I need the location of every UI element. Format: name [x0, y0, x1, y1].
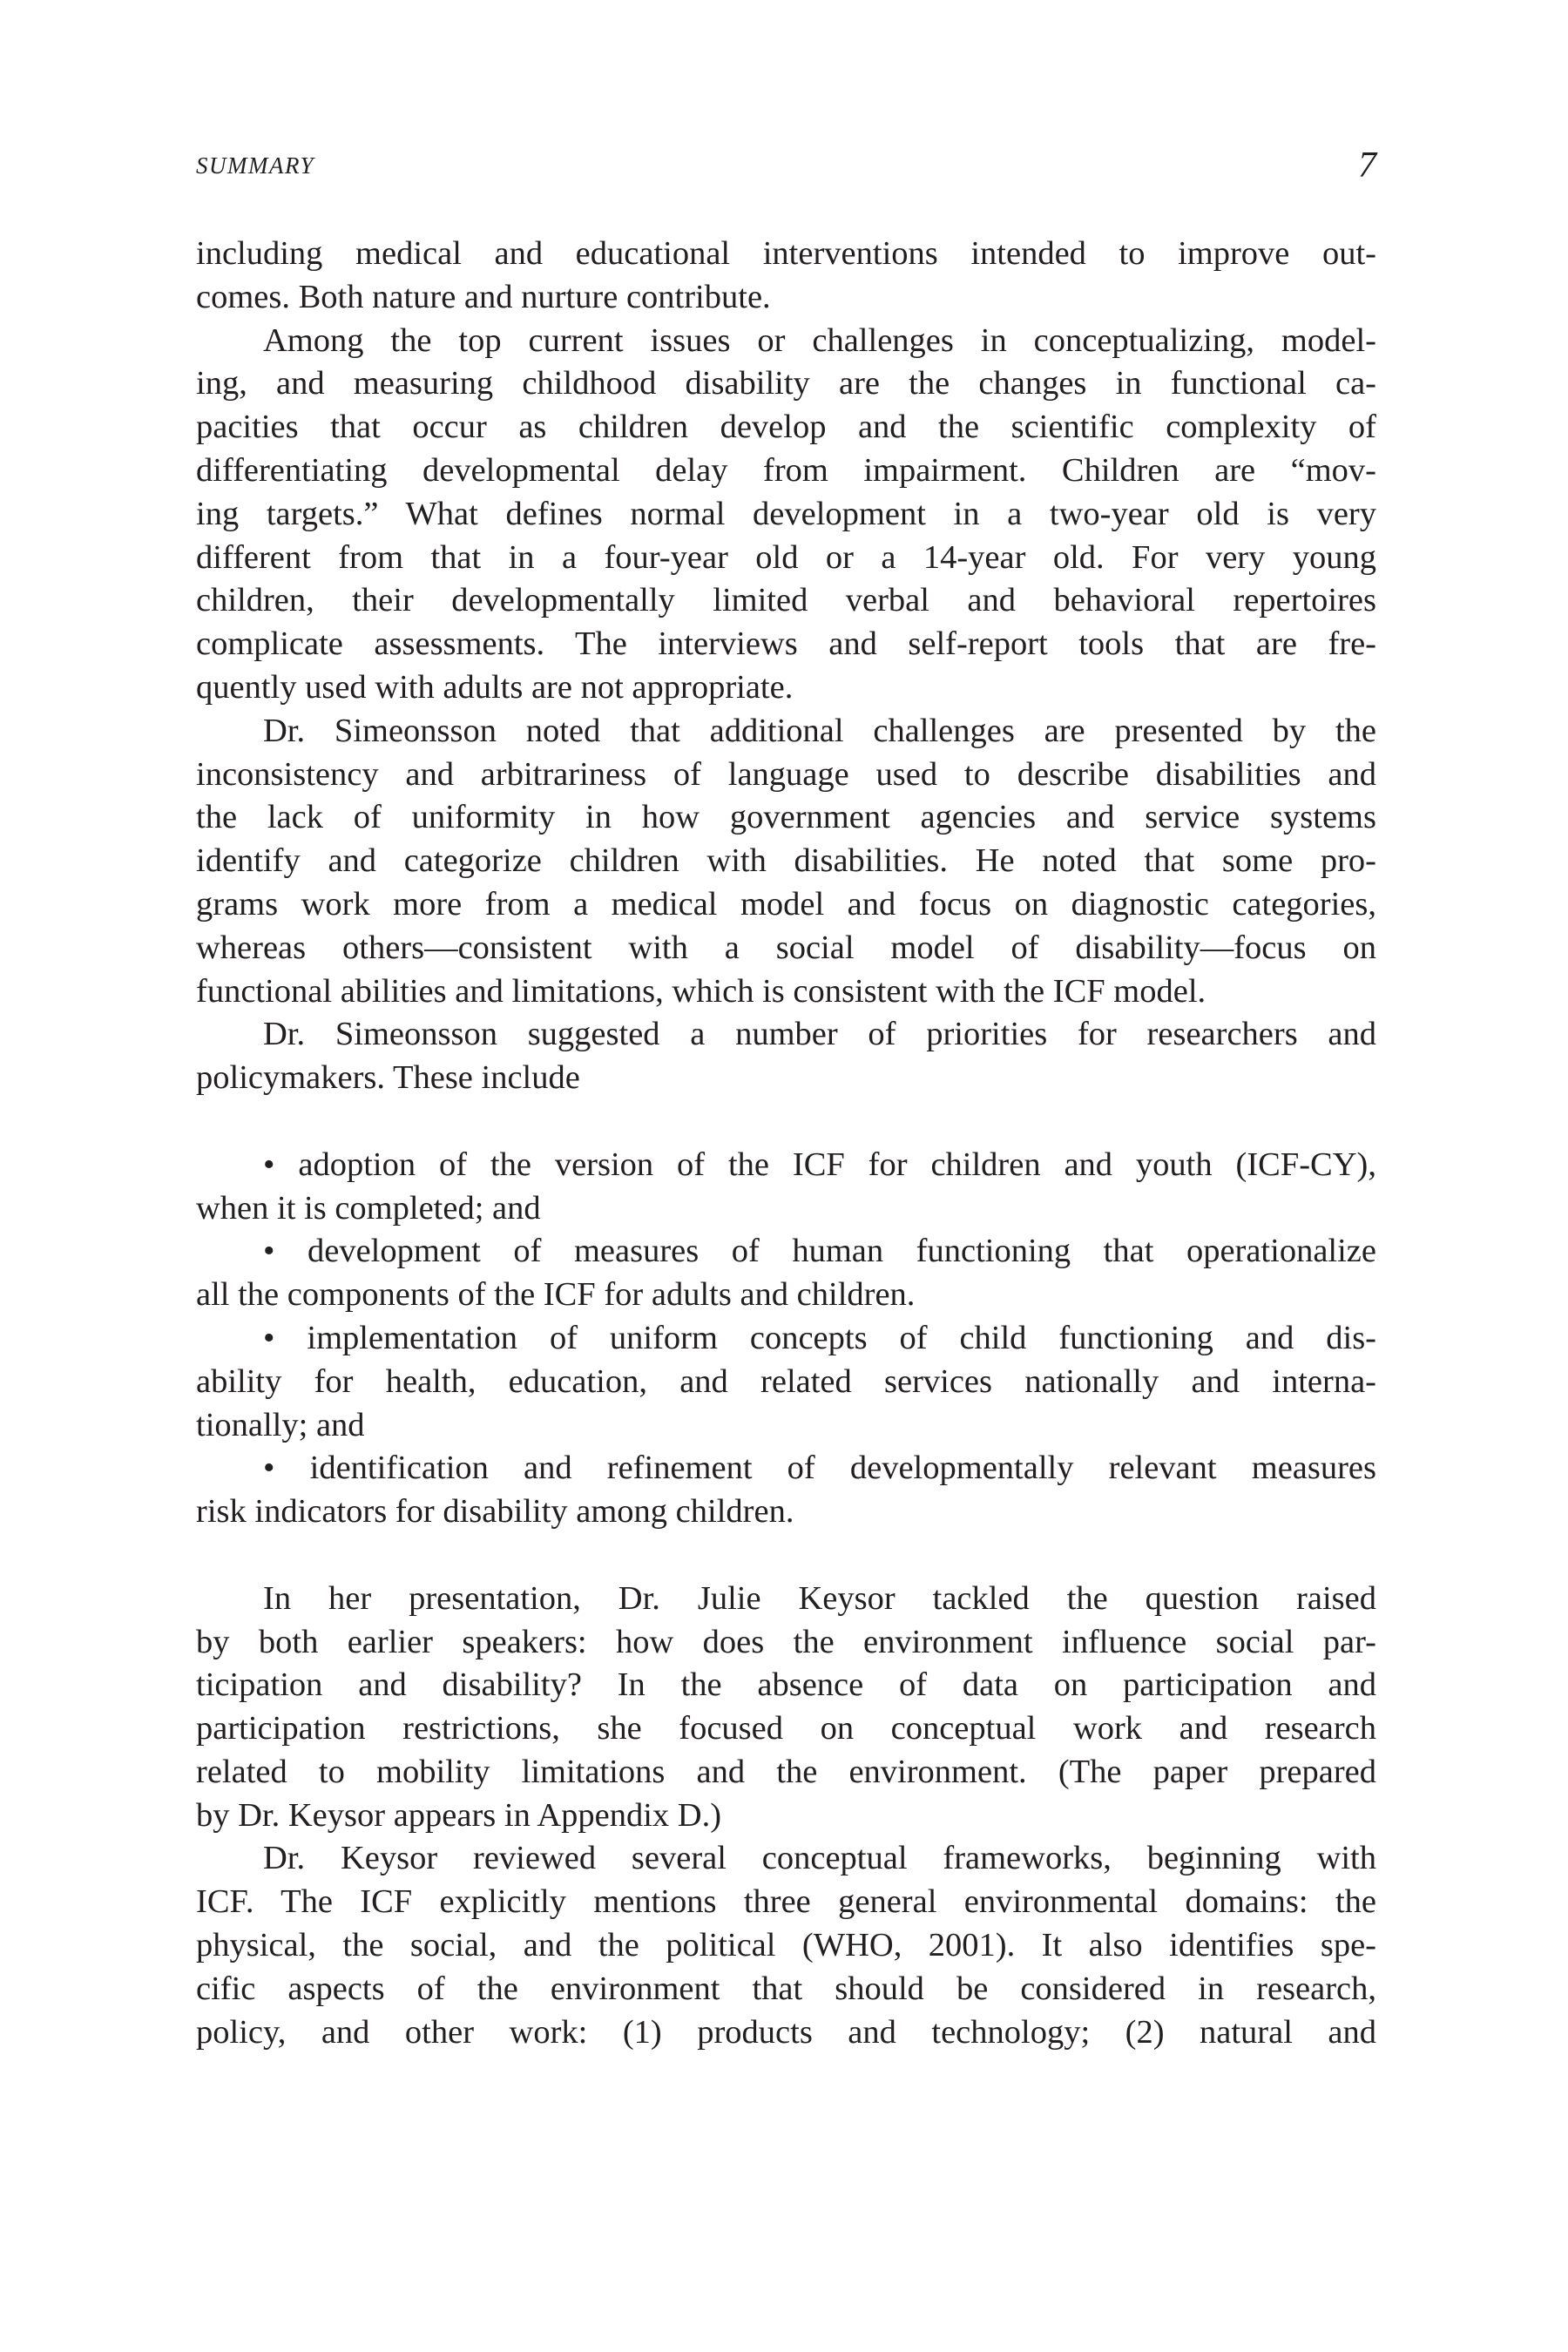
text-line: including medical and educational interventions intended to improve out- — [196, 235, 1376, 272]
text-line: ticipation and disability? In the absence of data on participation and — [196, 1666, 1376, 1704]
text-line: • implementation of uniform concepts of child functioning and dis- — [263, 1319, 1376, 1356]
bullet-item — [196, 1317, 1376, 1447]
paragraph — [196, 1837, 1376, 2054]
text-line: policy, and other work: (1) products and technology; (2) natural and — [196, 2013, 1376, 2051]
text-line: cific aspects of the environment that should be considered in research, — [196, 1970, 1376, 2007]
text-line: when it is completed; and — [196, 1189, 541, 1227]
text-line: Dr. Simeonsson suggested a number of priorities for researchers and — [263, 1016, 1376, 1053]
paragraph — [196, 710, 1376, 1014]
text-line: ing targets.” What defines normal development in a two-year old is very — [196, 495, 1376, 532]
bullet-item — [196, 1144, 1376, 1231]
text-line: pacities that occur as children develop and the scientific complexity of — [196, 409, 1376, 446]
running-head — [196, 144, 1376, 187]
text-line: children, their developmentally limited verbal and behavioral repertoires — [196, 582, 1376, 619]
paragraph — [196, 1013, 1376, 1100]
text-line: by both earlier speakers: how does the environment influence social par- — [196, 1623, 1376, 1660]
text-line: ability for health, education, and related services nationally and interna- — [196, 1362, 1376, 1400]
text-line: physical, the social, and the political (WHO, 2001). It also identifies spe- — [196, 1927, 1376, 1964]
text-line: participation restrictions, she focused on conceptual work and research — [196, 1710, 1376, 1747]
text-line: whereas others—consistent with a social model of disability—focus on — [196, 929, 1376, 966]
text-line: • adoption of the version of the ICF for children and youth (ICF-CY), — [263, 1146, 1376, 1183]
text-line: different from that in a four-year old or a 14-year old. For very young — [196, 538, 1376, 576]
paragraph — [196, 1578, 1376, 1838]
text-line: inconsistency and arbitrariness of language used to describe disabilities and — [196, 755, 1376, 793]
page-number: 7 — [1358, 145, 1376, 186]
text-line: the lack of uniformity in how government agencies and service systems — [196, 799, 1376, 836]
text-line: quently used with adults are not appropriate. — [196, 668, 794, 706]
text-line: • identification and refinement of developmentally relevant measures — [263, 1450, 1376, 1487]
blank-line — [196, 1100, 1376, 1144]
text-line: Dr. Simeonsson noted that additional challenges are presented by the — [263, 712, 1376, 749]
text-line: by Dr. Keysor appears in Appendix D.) — [196, 1796, 722, 1834]
text-line: ICF. The ICF explicitly mentions three general environmental domains: the — [196, 1883, 1376, 1921]
text-line: differentiating developmental delay from impairment. Children are “mov- — [196, 451, 1376, 489]
text-line: complicate assessments. The interviews and self-report tools that are fre- — [196, 625, 1376, 663]
paragraph — [196, 233, 1376, 320]
body-text — [196, 233, 1376, 2054]
text-line: identify and categorize children with disabilities. He noted that some pro- — [196, 842, 1376, 880]
text-line: all the components of the ICF for adults and children. — [196, 1276, 916, 1314]
text-line: grams work more from a medical model and focus on diagnostic categories, — [196, 885, 1376, 923]
text-line: • development of measures of human functioning that operationalize — [263, 1233, 1376, 1270]
text-line: In her presentation, Dr. Julie Keysor tackled the question raised — [263, 1579, 1376, 1617]
text-line: related to mobility limitations and the environment. (The paper prepared — [196, 1753, 1376, 1790]
paragraph — [196, 320, 1376, 710]
text-line: Among the top current issues or challenges in conceptualizing, model- — [263, 321, 1376, 359]
text-line: functional abilities and limitations, which is consistent with the ICF model. — [196, 972, 1206, 1010]
text-line: risk indicators for disability among children. — [196, 1493, 794, 1531]
text-line: ing, and measuring childhood disability are the changes in functional ca- — [196, 365, 1376, 402]
text-line: policymakers. These include — [196, 1059, 580, 1097]
running-title: SUMMARY — [196, 152, 314, 179]
bullet-item — [196, 1447, 1376, 1534]
blank-line — [196, 1534, 1376, 1578]
text-line: Dr. Keysor reviewed several conceptual frameworks, beginning with — [263, 1840, 1376, 1877]
text-line: tionally; and — [196, 1406, 365, 1443]
text-line: comes. Both nature and nurture contribute. — [196, 278, 771, 315]
bullet-item — [196, 1230, 1376, 1317]
